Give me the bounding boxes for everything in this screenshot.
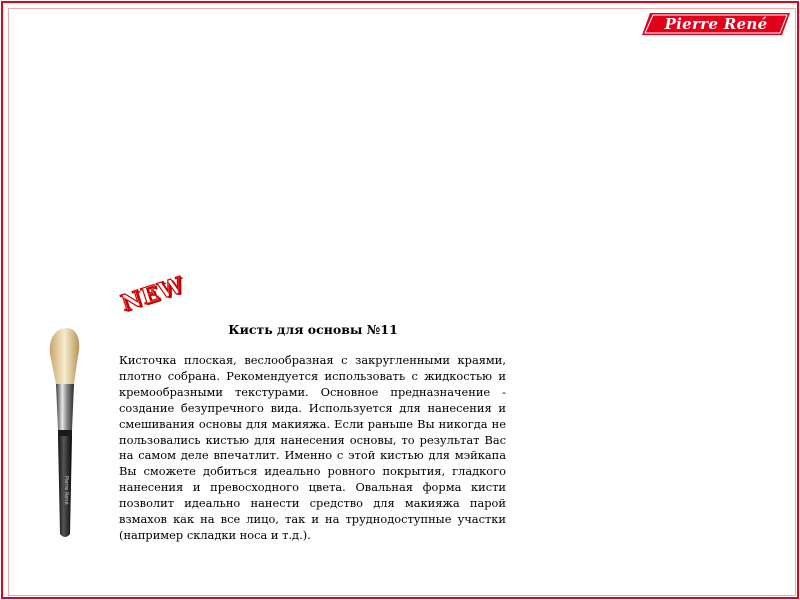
makeup-brush-icon <box>44 326 84 542</box>
brand-logo <box>642 12 790 36</box>
brand-logo-text: Pierre René <box>664 15 768 33</box>
product-description: Кисточка плоская, веслообразная с закругленными краями, плотно собрана. Рекомендуется использовать с жидкостью и кремообразными текстурами. Основное предназначение - создание безупречного вида. Используется для нанесения и смешивания основы для макияжа. Если раньше Вы никогда не пользовались кистью для нанесения основы, то результат Вас на самом деле впечатлит. Именно с этой кистью для мэйкапа Вы сможете добиться идеально ровного покрытия, гладкого нанесения и превосходного цвета. Овальная форма кисти позволит идеально нанести средство для макияжа парой взмахов как на все лицо, так и на труднодоступные участки (например складки носа и т.д.). <box>119 353 506 542</box>
new-badge: NEW <box>118 272 188 317</box>
svg-text:Pierre René: Pierre René <box>63 476 69 505</box>
product-title: Кисть для основы №11 <box>228 322 398 337</box>
